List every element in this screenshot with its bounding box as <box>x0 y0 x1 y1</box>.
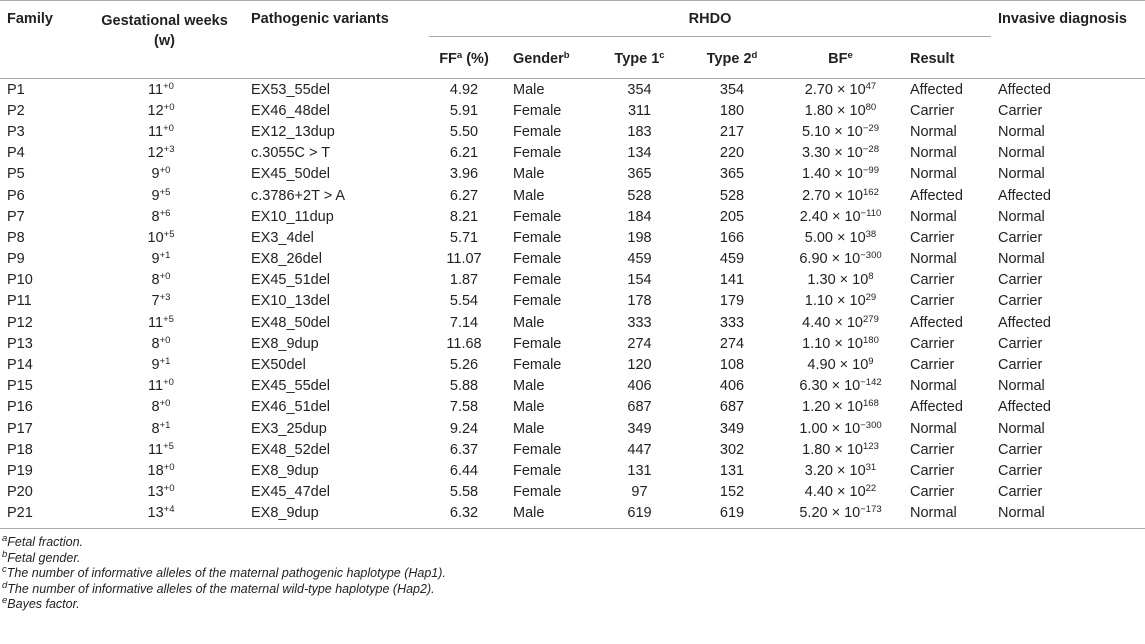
cell-variant: EX8_26del <box>251 251 322 268</box>
table-header <box>0 1 1145 79</box>
cell-gender: Female <box>513 441 562 458</box>
cell-variant: c.3786+2T > A <box>251 187 346 204</box>
cell-type1: 198 <box>627 229 652 246</box>
cell-variant: EX10_11dup <box>251 208 334 225</box>
cell-type1: 333 <box>627 314 652 331</box>
cell-gestational-weeks: $9^{+5}$ <box>151 186 171 204</box>
table-row <box>0 460 1145 481</box>
cell-gender: Male <box>513 378 545 395</box>
cell-bf: $5.00 \times 10^{38}$ <box>804 228 877 246</box>
cell-bf: $1.10 \times 10^{29}$ <box>804 292 877 310</box>
cell-gestational-weeks: $11^{+0}$ <box>148 377 174 395</box>
cell-variant: c.3055C > T <box>251 145 331 162</box>
table-row <box>0 439 1145 460</box>
cell-type2: 131 <box>719 462 745 479</box>
table-row <box>0 185 1145 206</box>
cell-variant: EX50del <box>251 357 306 374</box>
table-row <box>0 354 1145 375</box>
cell-type2: 365 <box>719 166 745 183</box>
footnote: $^c$The number of informative alleles of the maternal pathogenic haplotype (Hap1). <box>2 564 446 581</box>
cell-type2: 459 <box>719 251 745 268</box>
cell-family: P4 <box>7 145 25 162</box>
cell-family: P8 <box>7 229 25 246</box>
cell-variant: EX10_13del <box>251 293 331 310</box>
cell-ff: 6.32 <box>422 503 506 529</box>
table-row <box>0 164 1145 185</box>
cell-type1: 619 <box>593 503 686 529</box>
cell-gestational-weeks: $11^{+5}$ <box>148 313 174 331</box>
cell-invasive: Normal <box>998 378 1045 395</box>
cell-ff: 8.21 <box>449 208 479 225</box>
cell-gender: Female <box>513 208 562 225</box>
cell-family: P12 <box>7 314 33 331</box>
table-row <box>0 503 1145 529</box>
cell-variant: EX3_4del <box>251 229 314 246</box>
cell-invasive: Carrier <box>998 357 1043 374</box>
cell-type2: 528 <box>719 187 745 204</box>
cell-type2: 406 <box>719 378 745 395</box>
cell-variant: EX48_52del <box>251 441 331 458</box>
cell-invasive: Affected <box>998 399 1051 416</box>
cell-variant: EX12_13dup <box>251 123 335 140</box>
cell-bf: $2.70 \times 10^{47}$ <box>804 80 877 98</box>
cell-type1: 134 <box>627 145 652 162</box>
cell-bf: $5.10 \times 10^{-29}$ <box>802 122 879 140</box>
cell-gestational-weeks: $11^{+0}$ <box>148 122 174 140</box>
cell-gender: Female <box>513 462 562 479</box>
cell-ff: 9.24 <box>449 420 479 437</box>
cell-ff: 5.88 <box>449 378 479 395</box>
header-rhdo: RHDO <box>422 1 991 48</box>
cell-type2: 687 <box>719 399 745 416</box>
cell-type2: 141 <box>719 272 745 289</box>
cell-invasive: Carrier <box>998 293 1043 310</box>
cell-family: P14 <box>7 357 33 374</box>
cell-gestational-weeks: $7^{+3}$ <box>151 292 171 310</box>
cell-type1: 459 <box>627 251 652 268</box>
cell-bf: $6.90 \times 10^{-300}$ <box>799 250 882 268</box>
cell-result: Normal <box>910 251 957 268</box>
cell-type2: 205 <box>719 208 745 225</box>
cell-invasive: Normal <box>998 145 1045 162</box>
cell-gestational-weeks: $12^{+3}$ <box>147 144 175 162</box>
cell-gestational-weeks: $8^{+6}$ <box>151 207 171 225</box>
table-footnotes <box>0 529 1145 613</box>
cell-gender: Female <box>513 229 562 246</box>
cell-bf: $1.80 \times 10^{80}$ <box>804 101 877 119</box>
cell-bf: $1.10 \times 10^{180}$ <box>802 334 879 352</box>
cell-bf: $1.20 \times 10^{168}$ <box>802 398 879 416</box>
header-bf: $BF^e$ <box>778 47 903 79</box>
table-body <box>0 79 1145 529</box>
cell-gestational-weeks: $8^{+0}$ <box>151 398 171 416</box>
cell-type2: 274 <box>719 335 745 352</box>
table-row <box>0 376 1145 397</box>
table-row <box>0 79 1145 101</box>
cell-type1: 528 <box>627 187 652 204</box>
cell-variant: EX46_48del <box>251 102 331 119</box>
cell-result: Affected <box>910 314 963 331</box>
cell-type1: 406 <box>627 378 652 395</box>
cell-gender: Female <box>513 251 562 268</box>
cell-variant: EX45_55del <box>251 378 331 395</box>
cell-type1: 154 <box>627 272 652 289</box>
cell-type2: 302 <box>719 441 745 458</box>
cell-bf: $1.80 \times 10^{123}$ <box>802 440 879 458</box>
cell-result: Normal <box>910 208 957 225</box>
cell-family: P17 <box>7 420 33 437</box>
cell-invasive: Carrier <box>998 229 1043 246</box>
cell-result: Carrier <box>910 357 955 374</box>
cell-result: Carrier <box>910 272 955 289</box>
cell-gender: Female <box>513 484 562 501</box>
cell-family: P5 <box>7 166 25 183</box>
cell-bf: $2.70 \times 10^{162}$ <box>802 186 879 204</box>
cell-bf: $4.40 \times 10^{22}$ <box>804 483 877 501</box>
cell-family: P19 <box>7 462 33 479</box>
header-type1: Type 1$^c$ <box>593 47 686 79</box>
cell-ff: 6.37 <box>449 441 479 458</box>
cell-gender: Male <box>513 166 545 183</box>
cell-variant: EX8_9dup <box>244 503 422 529</box>
cell-family: P10 <box>7 272 33 289</box>
cell-result: Normal <box>910 378 957 395</box>
cell-result: Affected <box>910 187 963 204</box>
cell-type2: 166 <box>719 229 745 246</box>
cell-gender: Female <box>513 102 562 119</box>
cell-type1: 184 <box>627 208 652 225</box>
cell-type2: 333 <box>719 314 745 331</box>
cell-gender: Male <box>513 187 545 204</box>
cell-type1: 183 <box>627 123 652 140</box>
cell-type1: 447 <box>627 441 652 458</box>
cell-type1: 354 <box>627 81 652 98</box>
cell-type1: 311 <box>627 102 652 119</box>
cell-bf: $3.20 \times 10^{31}$ <box>804 461 877 479</box>
cell-bf: $1.30 \times 10^8$ <box>807 271 874 289</box>
cell-variant: EX46_51del <box>251 399 331 416</box>
cell-type2: 217 <box>719 123 745 140</box>
cell-type1: 365 <box>627 166 652 183</box>
cell-result: Carrier <box>910 229 955 246</box>
footnote: $^b$Fetal gender. <box>2 548 81 565</box>
cell-result: Affected <box>910 81 963 98</box>
cell-invasive: Affected <box>998 314 1051 331</box>
cell-result: Carrier <box>910 335 955 352</box>
cell-ff: 7.14 <box>449 314 479 331</box>
table-row <box>0 143 1145 164</box>
cell-gestational-weeks: $8^{+1}$ <box>151 419 171 437</box>
table-row <box>0 249 1145 270</box>
cell-ff: 1.87 <box>449 272 479 289</box>
table-row <box>0 333 1145 354</box>
cell-family: P18 <box>7 441 33 458</box>
cell-family: P11 <box>7 293 32 310</box>
cell-family: P7 <box>7 208 25 225</box>
header-gender: Gender$^b$ <box>506 47 593 79</box>
cell-ff: 5.91 <box>449 102 479 119</box>
cell-result: Carrier <box>910 102 955 119</box>
cell-gestational-weeks: $12^{+0}$ <box>147 101 175 119</box>
cell-variant: EX8_9dup <box>251 335 319 352</box>
cell-invasive: Normal <box>998 123 1045 140</box>
cell-ff: 5.58 <box>449 484 479 501</box>
cell-family: P1 <box>7 81 25 98</box>
cell-type2: 349 <box>719 420 745 437</box>
table-row <box>0 227 1145 248</box>
cell-result: Carrier <box>910 293 955 310</box>
cell-invasive: Carrier <box>998 272 1043 289</box>
cell-result: Carrier <box>910 462 955 479</box>
cell-ff: 4.92 <box>449 81 479 98</box>
cell-variant: EX45_51del <box>251 272 331 289</box>
cell-gestational-weeks: $18^{+0}$ <box>147 461 175 479</box>
table-row <box>0 418 1145 439</box>
cell-gestational-weeks: $8^{+0}$ <box>151 271 171 289</box>
cell-type1: 120 <box>627 357 652 374</box>
cell-family: P16 <box>7 399 33 416</box>
cell-type2: 619 <box>686 503 778 529</box>
cell-result: Normal <box>910 166 957 183</box>
header-invasive-diagnosis: Invasive diagnosis <box>991 1 1145 79</box>
cell-variant: EX3_25dup <box>251 420 327 437</box>
cell-variant: EX45_50del <box>251 166 331 183</box>
cell-gestational-weeks: $10^{+5}$ <box>147 228 175 246</box>
cell-gestational-weeks: $9^{+0}$ <box>151 165 171 183</box>
cell-invasive: Carrier <box>998 335 1043 352</box>
cell-type1: 97 <box>631 484 648 501</box>
cell-ff: 6.21 <box>449 145 479 162</box>
cell-result: Normal <box>910 420 957 437</box>
cell-invasive: Carrier <box>998 441 1043 458</box>
cell-gender: Female <box>513 357 562 374</box>
table-row <box>0 206 1145 227</box>
cell-type1: 349 <box>627 420 652 437</box>
cell-gestational-weeks: $9^{+1}$ <box>151 250 171 268</box>
header-family: Family <box>0 1 78 79</box>
cell-variant: EX48_50del <box>251 314 331 331</box>
cell-bf: $6.30 \times 10^{-142}$ <box>799 377 882 395</box>
cell-ff: 7.58 <box>449 399 479 416</box>
cell-invasive: Normal <box>998 208 1045 225</box>
cell-invasive: Normal <box>991 503 1145 529</box>
cell-gender: Female <box>513 123 562 140</box>
cell-bf: $3.30 \times 10^{-28}$ <box>802 144 879 162</box>
cell-gestational-weeks: $11^{+0}$ <box>148 80 174 98</box>
cell-variant: EX45_47del <box>251 484 331 501</box>
table-row <box>0 397 1145 418</box>
cell-type2: 220 <box>719 145 745 162</box>
cell-family: P13 <box>7 335 33 352</box>
cell-ff: 6.27 <box>449 187 479 204</box>
cell-family: P9 <box>7 251 25 268</box>
cell-ff: 3.96 <box>449 166 479 183</box>
cell-type1: 131 <box>627 462 652 479</box>
cell-invasive: Normal <box>998 166 1045 183</box>
cell-invasive: Affected <box>998 187 1051 204</box>
cell-type2: 108 <box>719 357 745 374</box>
cell-gender: Female <box>513 335 562 352</box>
cell-bf: $2.40 \times 10^{-110}$ <box>799 207 882 225</box>
cell-gender: Female <box>513 293 562 310</box>
cell-type2: 152 <box>719 484 745 501</box>
cell-family: P21 <box>0 503 78 529</box>
cell-gender: Male <box>513 314 545 331</box>
cell-invasive: Carrier <box>998 484 1043 501</box>
cell-invasive: Affected <box>998 81 1051 98</box>
footnote: $^a$Fetal fraction. <box>2 532 84 549</box>
cell-type1: 178 <box>627 293 652 310</box>
footnote: $^e$Bayes factor. <box>2 595 80 612</box>
footnote: $^d$The number of informative alleles of the maternal wild-type haplotype (Hap2). <box>2 579 435 596</box>
cell-type1: 687 <box>627 399 652 416</box>
header-result: Result <box>903 47 991 79</box>
cell-family: P3 <box>7 123 25 140</box>
cell-result: Carrier <box>910 441 955 458</box>
cell-gender: Female <box>513 145 562 162</box>
table-row <box>0 291 1145 312</box>
cell-ff: 11.07 <box>446 251 482 268</box>
header-pathogenic-variants: Pathogenic variants <box>244 1 422 79</box>
cell-gender: Male <box>513 420 545 437</box>
cell-bf: $4.90 \times 10^9$ <box>807 356 874 374</box>
cell-invasive: Normal <box>998 251 1045 268</box>
cell-gender: Male <box>513 399 545 416</box>
cell-gestational-weeks: $11^{+5}$ <box>148 440 174 458</box>
cell-ff: 5.50 <box>449 123 479 140</box>
cell-bf: $1.40 \times 10^{-99}$ <box>802 165 879 183</box>
cell-ff: 5.54 <box>449 293 479 310</box>
cell-invasive: Normal <box>998 420 1045 437</box>
cell-result: Normal <box>910 145 957 162</box>
cell-family: P20 <box>7 484 33 501</box>
cell-variant: EX8_9dup <box>251 462 319 479</box>
cell-variant: EX53_55del <box>251 81 331 98</box>
cell-result: Normal <box>910 123 957 140</box>
cell-type2: 180 <box>719 102 745 119</box>
table-row <box>0 100 1145 121</box>
cell-ff: 5.71 <box>449 229 479 246</box>
cell-ff: 5.26 <box>449 357 479 374</box>
cell-type1: 274 <box>627 335 652 352</box>
cell-gender: Female <box>513 272 562 289</box>
cell-bf: $1.00 \times 10^{-300}$ <box>799 419 882 437</box>
table-row <box>0 121 1145 142</box>
cell-invasive: Carrier <box>998 462 1043 479</box>
cell-gender: Male <box>513 81 545 98</box>
cell-family: P6 <box>7 187 25 204</box>
table-row <box>0 482 1145 503</box>
cell-result: Affected <box>910 399 963 416</box>
cell-gestational-weeks: $13^{+4}$ <box>78 503 244 529</box>
cell-result: Normal <box>903 503 991 529</box>
cell-family: P2 <box>7 102 25 119</box>
cell-gender: Male <box>506 503 593 529</box>
cell-gestational-weeks: $9^{+1}$ <box>151 356 171 374</box>
header-gestational-weeks: Gestational weeks (w) <box>78 1 244 79</box>
cell-result: Carrier <box>910 484 955 501</box>
cell-type2: 179 <box>719 293 745 310</box>
cell-family: P15 <box>7 378 33 395</box>
cell-bf: $5.20 \times 10^{-173}$ <box>778 503 903 529</box>
cell-gestational-weeks: $13^{+0}$ <box>147 483 175 501</box>
cell-gestational-weeks: $8^{+0}$ <box>151 334 171 352</box>
cell-invasive: Carrier <box>998 102 1043 119</box>
table-row <box>0 312 1145 333</box>
header-ff: $FF^a$ (%) <box>422 47 506 79</box>
header-type2: Type 2$^d$ <box>686 47 778 79</box>
cell-type2: 354 <box>719 81 745 98</box>
cell-ff: 6.44 <box>449 462 479 479</box>
table-row <box>0 270 1145 291</box>
cell-bf: $4.40 \times 10^{279}$ <box>802 313 879 331</box>
cell-ff: 11.68 <box>446 335 482 352</box>
